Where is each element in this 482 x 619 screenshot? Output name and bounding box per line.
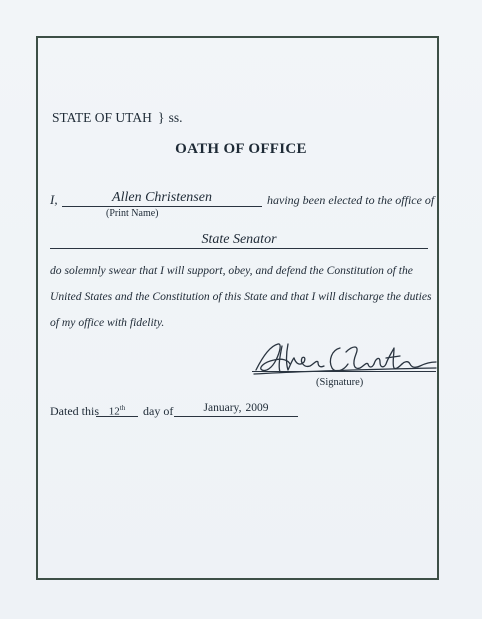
day-of-text: day of [143, 404, 174, 418]
oath-text-line-1: do solemnly swear that I will support, obey, and defend the Constitution of the [50, 264, 413, 277]
print-name-label: (Print Name) [106, 208, 159, 219]
brace-symbol: } [157, 111, 165, 126]
document-title: OATH OF OFFICE [175, 141, 307, 157]
year-value: 2009 [245, 402, 269, 414]
day-value: 12 [108, 405, 120, 418]
elected-text: having been elected to the office of [267, 193, 435, 207]
signature-line [252, 371, 436, 372]
handwritten-signature [248, 338, 440, 378]
day-field [96, 400, 138, 417]
state-heading [52, 110, 182, 127]
day-suffix: th [119, 404, 126, 412]
state-name: STATE OF UTAH [52, 110, 152, 125]
dated-prefix: Dated this [50, 404, 99, 418]
month-year-field [174, 400, 298, 417]
oath-pronoun: I, [50, 192, 58, 207]
date-separator: , [238, 402, 242, 414]
month-value: January [203, 402, 239, 414]
oath-text-line-3: of my office with fidelity. [50, 316, 165, 329]
office-field: State Senator [50, 232, 428, 249]
signature-label: (Signature) [316, 377, 364, 388]
oath-text-line-2: United States and the Constitution of this State and that I will discharge the duties [50, 290, 432, 303]
ss-abbreviation: ss. [168, 110, 183, 125]
official-name-field: Allen Christensen [62, 190, 262, 207]
